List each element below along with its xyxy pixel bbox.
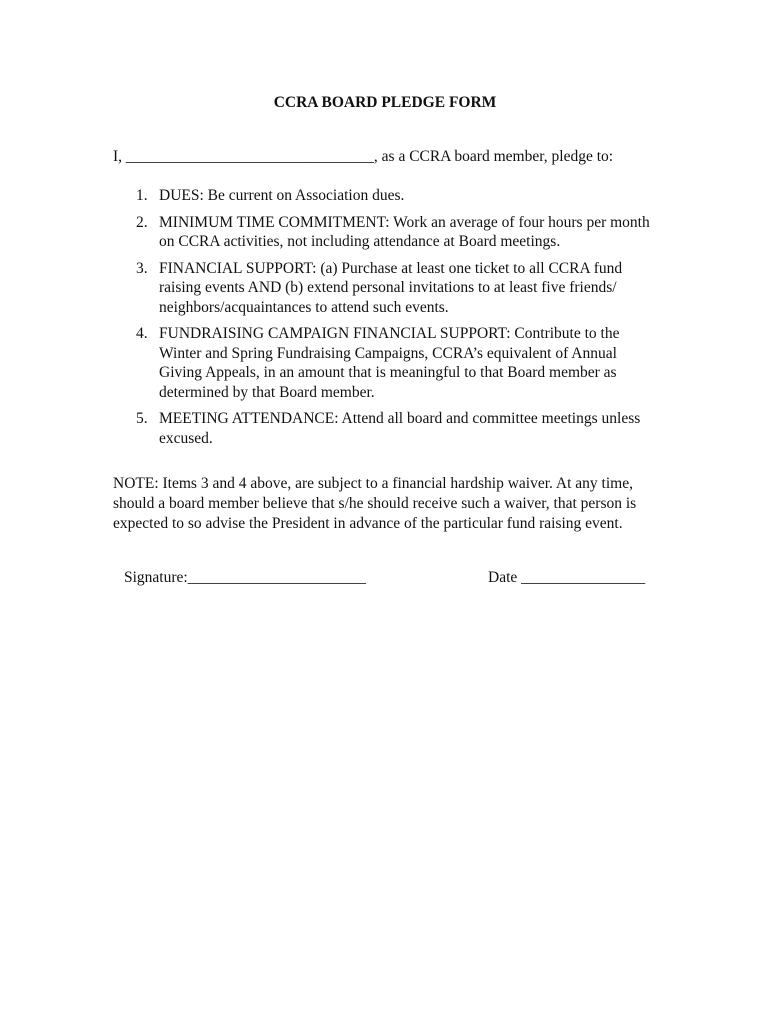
pledge-item-2 [136, 213, 656, 252]
form-title: CCRA BOARD PLEDGE FORM [273, 94, 497, 111]
pledge-item-number: 4. [136, 325, 148, 342]
pledge-item-number: 2. [136, 213, 148, 231]
pledge-item-4 [136, 324, 656, 402]
pledge-item-5 [136, 409, 656, 448]
pledge-item-number: 3. [136, 259, 148, 277]
pledge-item-text: DUES: Be current on Association dues. [159, 187, 405, 204]
pledge-item-1 [136, 186, 656, 206]
pledge-item-text: FUNDRAISING CAMPAIGN FINANCIAL SUPPORT: Contribute to the Winter and Spring Fundraising Campaigns, CCRA’s equivalent of Annual Giving Appeals, in an amount that is meaningful to that Board member as determined by that Board member. [159, 325, 620, 401]
pledge-item-text: FINANCIAL SUPPORT: (a) Purchase at least one ticket to all CCRA fund raising events AND (b) extend personal invitations to at least five friends/ neighbors/acquaintances to attend such events. [159, 259, 623, 316]
pledge-item-text: MINIMUM TIME COMMITMENT: Work an average of four hours per month on CCRA activities, not including attendance at Board meetings. [159, 213, 650, 250]
hardship-waiver-note: NOTE: Items 3 and 4 above, are subject to a financial hardship waiver. At any time, should a board member believe that s/he should receive such a waiver, that person is expected to so advise the President in advance of the particular fund raising event. [113, 475, 637, 532]
pledge-item-number: 5. [136, 410, 148, 427]
signature-field: Signature:_______________________ [124, 569, 366, 586]
date-field: Date ________________ [488, 569, 646, 586]
pledge-statement: I, ________________________________, as a CCRA board member, pledge to: [113, 148, 614, 165]
pledge-item-3 [136, 259, 656, 318]
pledge-item-number: 1. [136, 187, 148, 204]
pledge-items-list [136, 186, 656, 455]
pledge-item-text: MEETING ATTENDANCE: Attend all board and committee meetings unless excused. [159, 410, 641, 447]
